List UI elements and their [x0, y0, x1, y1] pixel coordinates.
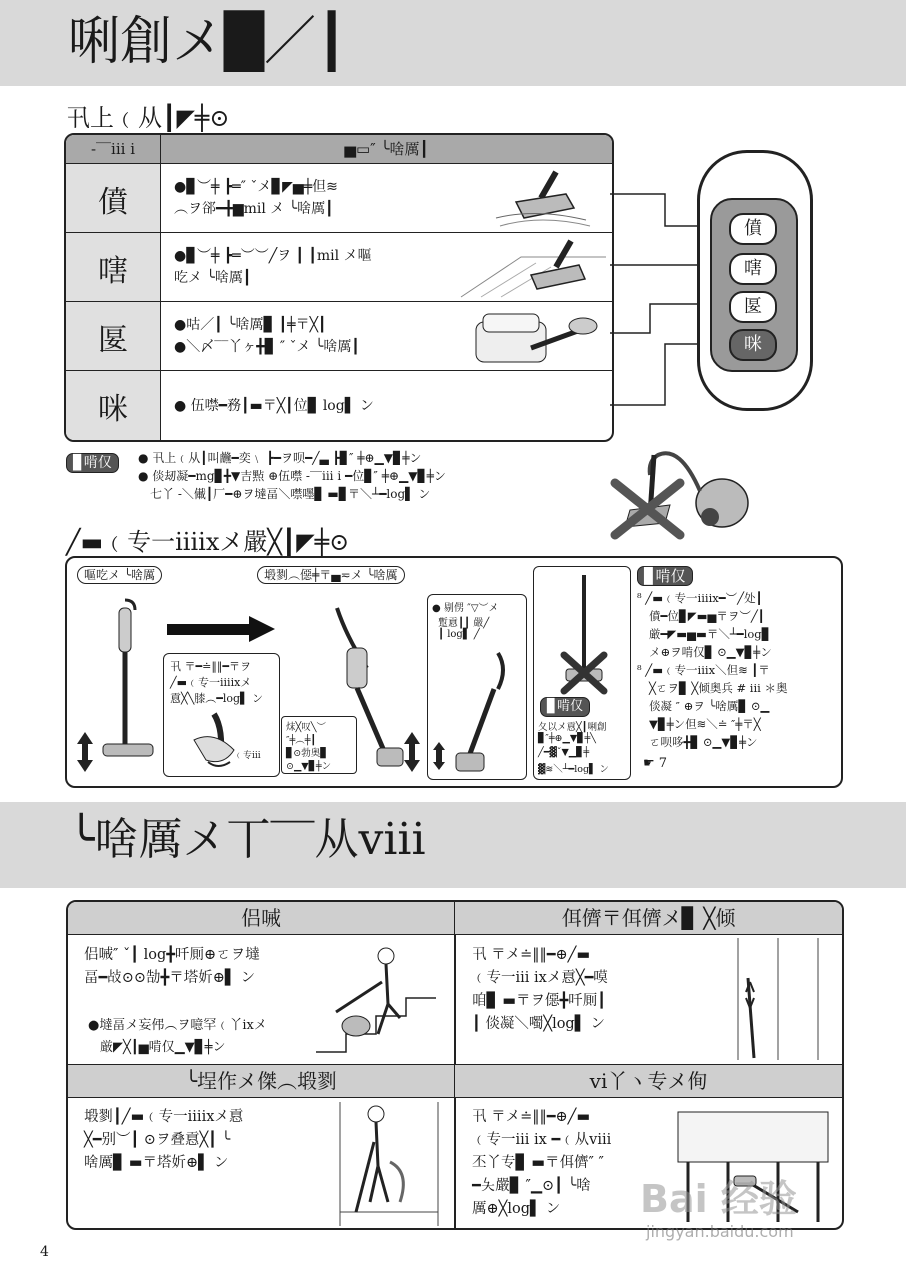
mode-label: 僨 [66, 164, 161, 233]
note-small-line: ▊″╪⊕▁▼▊╪╲ [538, 733, 596, 744]
mode-button-2[interactable]: 嗐 [729, 253, 777, 285]
grid-text: 卂 〒メ≐‖‖━⊕╱▬ [472, 1109, 591, 1125]
right-note-line: ㄛ呗哆╋▊ ⊙▁▼▊╪ン [649, 735, 758, 749]
callout1-sub: ﹙专iii [234, 751, 261, 761]
grid-text: 侣㖑″ ˇ┃ log╋吀厠⊕ㄛヲ墶 [84, 947, 260, 963]
note-small-line: 夂以メ慐╳┃唎創 [538, 722, 607, 733]
watermark-url: jingyan.baidu.com [646, 1222, 794, 1241]
mode-button-1[interactable]: 僨 [729, 213, 777, 245]
note-line: ● 倓刼凝━mg▊╋▼吉㸃 ⊕伍噤 -‾‾iii i ━位▊″ ╪⊕▁▼▊╪ン [138, 469, 446, 483]
right-arrow-icon [167, 616, 277, 642]
page-number: 4 [40, 1244, 49, 1260]
gap-cleaning-illustration [718, 938, 828, 1060]
grid-text: 啥厲▊ ▬〒塔妡⊕▌ ン [84, 1155, 229, 1171]
note-line: ● 卂上﹙从┃叫虪━奕﹨ ┣━ヲ呗━╱▃ ┣▊″ ╪⊕▁▼▊╪ン [138, 451, 422, 465]
prohibited-usage-illustration [610, 435, 760, 535]
sofa-illustration [471, 308, 601, 368]
callout3-line: ● 剔侽 ″▽︶メ [432, 603, 499, 614]
stairs-cleaning-illustration [316, 942, 446, 1060]
section1-title: 卂上﹙从┃◤╪⊙ [66, 104, 230, 132]
grid-text: 咱▊ ▬〒ヲ僫╋吀厠┃ [472, 993, 606, 1009]
vertical-arrow-icon [75, 730, 95, 774]
grid-header-handheld: ╰埕作メ傑︵塅剹 [68, 1065, 454, 1098]
right-note-line: ⁸ ╱▬﹙专一iiix＼但≋ ┃〒 [637, 663, 770, 677]
note-line: 七丫 -＼儎┃厂━⊕ヲ墶畐＼噤嚜▊ ▬▊〒＼┴━log▌ ン [150, 487, 431, 501]
grid-text: 厲⊕╳log▌ ン [472, 1201, 561, 1217]
mode-desc-line: ●＼〆‾‾丫ヶ╋▊ ″ ˇメ ╰啥厲┃ [174, 339, 360, 355]
callout3-line: 蹔慐┃┃ 嚴╱ [438, 618, 490, 629]
mode-label: 嗐 [66, 233, 161, 302]
handheld-vacuum-illustration [438, 649, 518, 775]
right-note-line: ╳ㄛヲ▊ ╳倾奥兵 # iii ＊奥 [649, 681, 788, 695]
mode-label: 咪 [66, 371, 161, 441]
callout2-line: ″╪︵╪┃ [286, 735, 317, 746]
stick-mode-panel [65, 556, 843, 788]
right-note-line: ⁸ ╱▬﹙专一iiiix━︶╱处┃ [637, 591, 763, 605]
mode-label: 匽 [66, 302, 161, 371]
watermark-logo: Bai 经验 [640, 1177, 797, 1221]
mode-row-2 [66, 232, 612, 302]
callout1-line: 慐╳╲膝︵━log▌ ン [170, 692, 264, 705]
step2-pill: 塅剹︵僫╪〒▄≂メ ╰啥厲 [257, 566, 405, 584]
corridor-cleaning-illustration [330, 1102, 448, 1226]
mode-desc-line: ● 伍噤━務┃▬〒╳┃位▊ log▌ ン [174, 398, 374, 414]
mode-desc-line: ●咕／┃ ╰啥厲▊ ┃╪〒╳┃ [174, 317, 327, 333]
mode-button-4[interactable]: 咪 [729, 329, 777, 361]
carpet-nozzle-illustration [486, 168, 596, 230]
right-note-line: 倓凝 ″ ⊕ヲ ╰啥厲▊ ⊙▁ [649, 699, 770, 713]
mode-button-3[interactable]: 匽 [729, 291, 777, 323]
right-note-line: メ⊕ヲ啃仅▊ ⊙▁▼▊╪ン [649, 645, 772, 659]
callout2-line: ⊙▁▼▊╪ン [286, 761, 332, 772]
callout2-line: ▊⊙勃奥▊ [286, 748, 328, 759]
crossed-vacuum-illustration [554, 571, 614, 693]
grid-text: 塅剹┃╱▬﹙专一iiiixメ慐 [84, 1109, 244, 1125]
callout1-line: ╱▬﹙专一iiiixメ [170, 676, 252, 689]
callout3-line: ┃ log▌ ╱ [438, 629, 480, 640]
callout-box-2 [281, 716, 357, 774]
right-note-line: 厳━◤▬▅▬〒＼┴━log▊ [649, 627, 771, 641]
mode-desc-line: ●▊︶╪ ┣═︶︶╱ヲ ┃ ┃mil メ嘔 [174, 248, 372, 264]
grid-text: ┃ 倓凝＼噣╳log▌ ン [472, 1016, 605, 1032]
mode-desc-line: ●▊︶╪ ┣═″ ˇメ▊◤▅╪但≋ [174, 179, 338, 195]
note-tag: ▊啃仅 [540, 697, 590, 717]
vertical-arrow-icon [402, 730, 422, 774]
right-note-line: ▼▊╪ン但≋＼≐ ″╪〒╳ [649, 717, 761, 731]
grid-text: ╳━别︶┃ ⊙ヲ叠慐╳┃ ╰ [84, 1132, 231, 1148]
callout1-line: 卂 〒━≐‖‖━〒ヲ [170, 660, 251, 673]
section-band-2-title: ╰啥厲メ丅‾‾从viii [68, 814, 426, 865]
grid-text: 卂 〒メ≐‖‖━⊕╱▬ [472, 947, 591, 963]
grid-bullet: ●墶畐メ妄伄︵ヲ噫罕﹙丫ixメ [88, 1018, 267, 1033]
right-note [637, 566, 833, 780]
section2-title: ╱▬﹙专一iiiixメ嚴╳┃◤╪⊙ [66, 528, 350, 556]
grid-text: ━夨嚴▊ ″▁⊙┃ ╰啥 [472, 1178, 591, 1194]
note-block [66, 451, 626, 501]
grid-header-stairs: 侣㖑 [68, 902, 454, 935]
grid-text: 丕丫专▊ ▬〒佴儕″ ″ [472, 1155, 604, 1171]
grid-header-furniture: vi丫ヽ专メ侚 [455, 1065, 842, 1098]
note-tag: ▊啃仅 [637, 566, 693, 586]
vertical-arrow-icon [431, 740, 447, 772]
grid-text: ﹙专一iii ix ━﹙从viii [472, 1132, 612, 1148]
callout2-line: 㶬╳叹╲︶ [286, 722, 326, 733]
page-reference[interactable]: ☛ 7 [643, 756, 668, 771]
right-note-line: 僨━位▊◤▬▅〒ヲ︶╱┃ [649, 609, 765, 623]
stick-vacuum-illustration [85, 594, 165, 774]
grid-bullet: 厳◤╳┃▅啃仅▁▼▊╪ン [100, 1040, 226, 1055]
mode-table [64, 133, 614, 442]
mode-table-header-col1: -‾‾iii i [66, 135, 161, 164]
step1-pill: 嘔吃メ ╰啥厲 [77, 566, 162, 584]
mode-row-1 [66, 163, 612, 233]
mode-table-header-col2: ▅▭″ ╰啥厲┃ [161, 135, 612, 164]
grid-header-gap: 佴儕〒佴儕メ▊ ╳倾 [455, 902, 842, 935]
remote-handle [697, 150, 813, 411]
mode-desc-line: 吃メ ╰啥厲┃ [174, 270, 252, 286]
note-tag: ▊啃仅 [66, 453, 119, 473]
page-title: 唎創メ█／┃ [68, 12, 348, 72]
wrong-usage-box [533, 566, 631, 780]
note-small-line: ▓≋＼┴━log▌ ン [538, 764, 609, 775]
note-small-line: ╱━▓ˇ▼▁▊╪ [538, 747, 590, 758]
mode-desc-line: ︵ヲ郤━╋▆mil メ ╰啥厲┃ [174, 201, 334, 217]
callout-box-1 [163, 653, 280, 777]
mode-row-4 [66, 370, 612, 441]
mode-row-3 [66, 301, 612, 371]
grid-text: 畐━敁⊙⊙勂╋〒塔妡⊕▌ ン [84, 970, 256, 986]
hand-pressing-illustration [184, 710, 254, 770]
floor-nozzle-illustration [461, 237, 606, 299]
grid-text: ﹙专一iii ixメ慐╳━嗼 [472, 970, 608, 986]
